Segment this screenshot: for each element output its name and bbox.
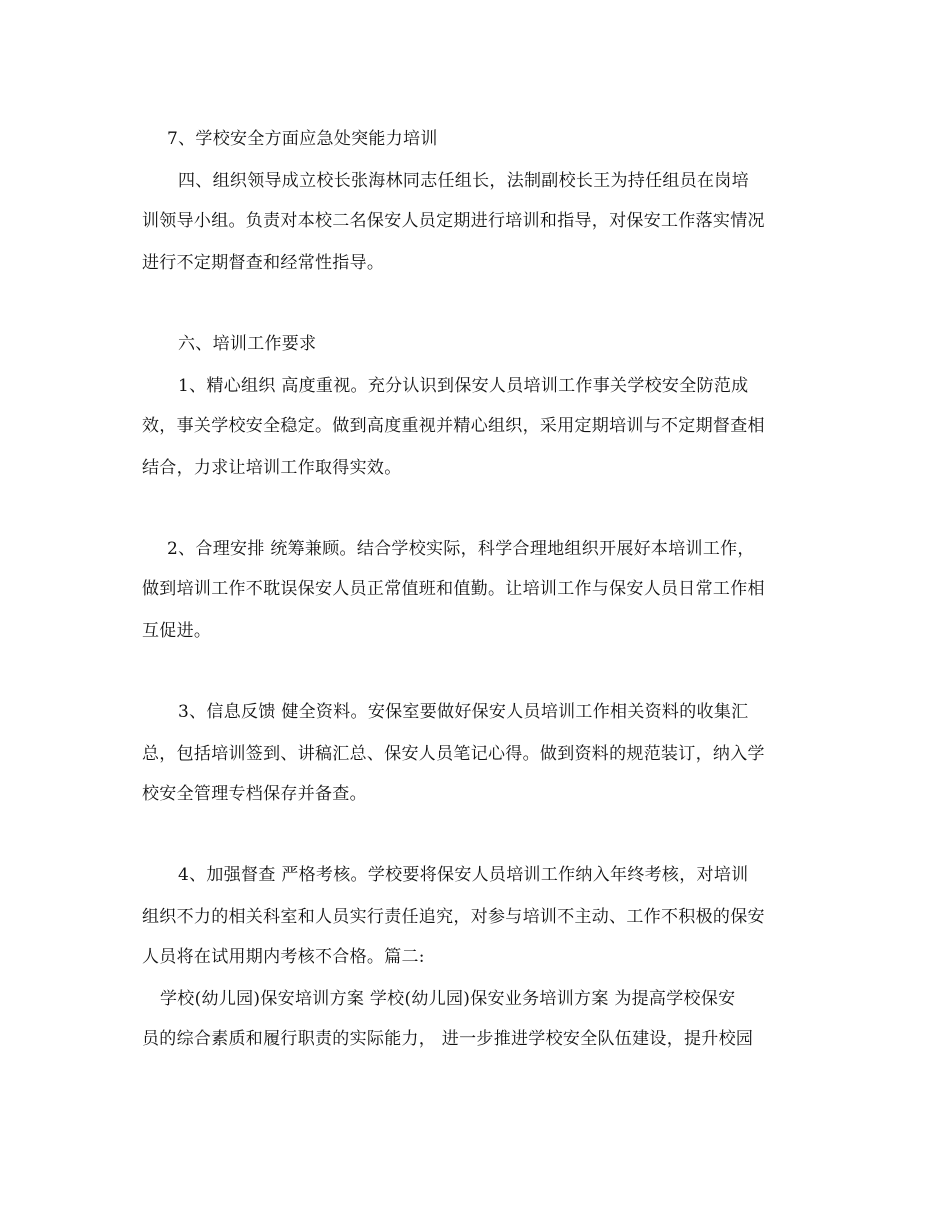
text-line: 人员将在试用期内考核不合格。篇二: [142, 947, 425, 967]
text-line: 总，包括培训签到、讲稿汇总、保安人员笔记心得。做到资料的规范装订，纳入学 [142, 744, 765, 764]
text-line: 进行不定期督查和经常性指导。 [142, 253, 385, 273]
text-line: 1、精心组织 高度重视。充分认识到保安人员培训工作事关学校安全防范成 [178, 376, 749, 396]
text-line: 学校(幼儿园)保安培训方案 学校(幼儿园)保安业务培训方案 为提高学校保安 [160, 989, 736, 1009]
text-line: 训领导小组。负责对本校二名保安人员定期进行培训和指导，对保安工作落实情况 [142, 211, 765, 231]
text-line: 4、加强督查 严格考核。学校要将保安人员培训工作纳入年终考核，对培训 [178, 865, 749, 885]
text-line: 2、合理安排 统筹兼顾。结合学校实际，科学合理地组织开展好本培训工作， [167, 539, 755, 559]
text-line: 做到培训工作不耽误保安人员正常值班和值勤。让培训工作与保安人员日常工作相 [142, 579, 765, 599]
text-line: 六、培训工作要求 [178, 334, 317, 354]
text-line: 四、组织领导成立校长张海林同志任组长，法制副校长王为持任组员在岗培 [178, 171, 749, 191]
text-line: 结合，力求让培训工作取得实效。 [142, 458, 402, 478]
text-line: 7、学校安全方面应急处突能力培训 [167, 129, 438, 149]
text-line: 员的综合素质和履行职责的实际能力， 进一步推进学校安全队伍建设，提升校园 [142, 1029, 754, 1049]
text-line: 校安全管理专档保存并备查。 [142, 784, 367, 804]
text-line: 效，事关学校安全稳定。做到高度重视并精心组织，采用定期培训与不定期督查相 [142, 416, 765, 436]
text-line: 互促进。 [142, 621, 212, 641]
text-line: 组织不力的相关科室和人员实行责任追究，对参与培训不主动、工作不积极的保安 [142, 907, 765, 927]
text-line: 3、信息反馈 健全资料。安保室要做好保安人员培训工作相关资料的收集汇 [178, 702, 749, 722]
